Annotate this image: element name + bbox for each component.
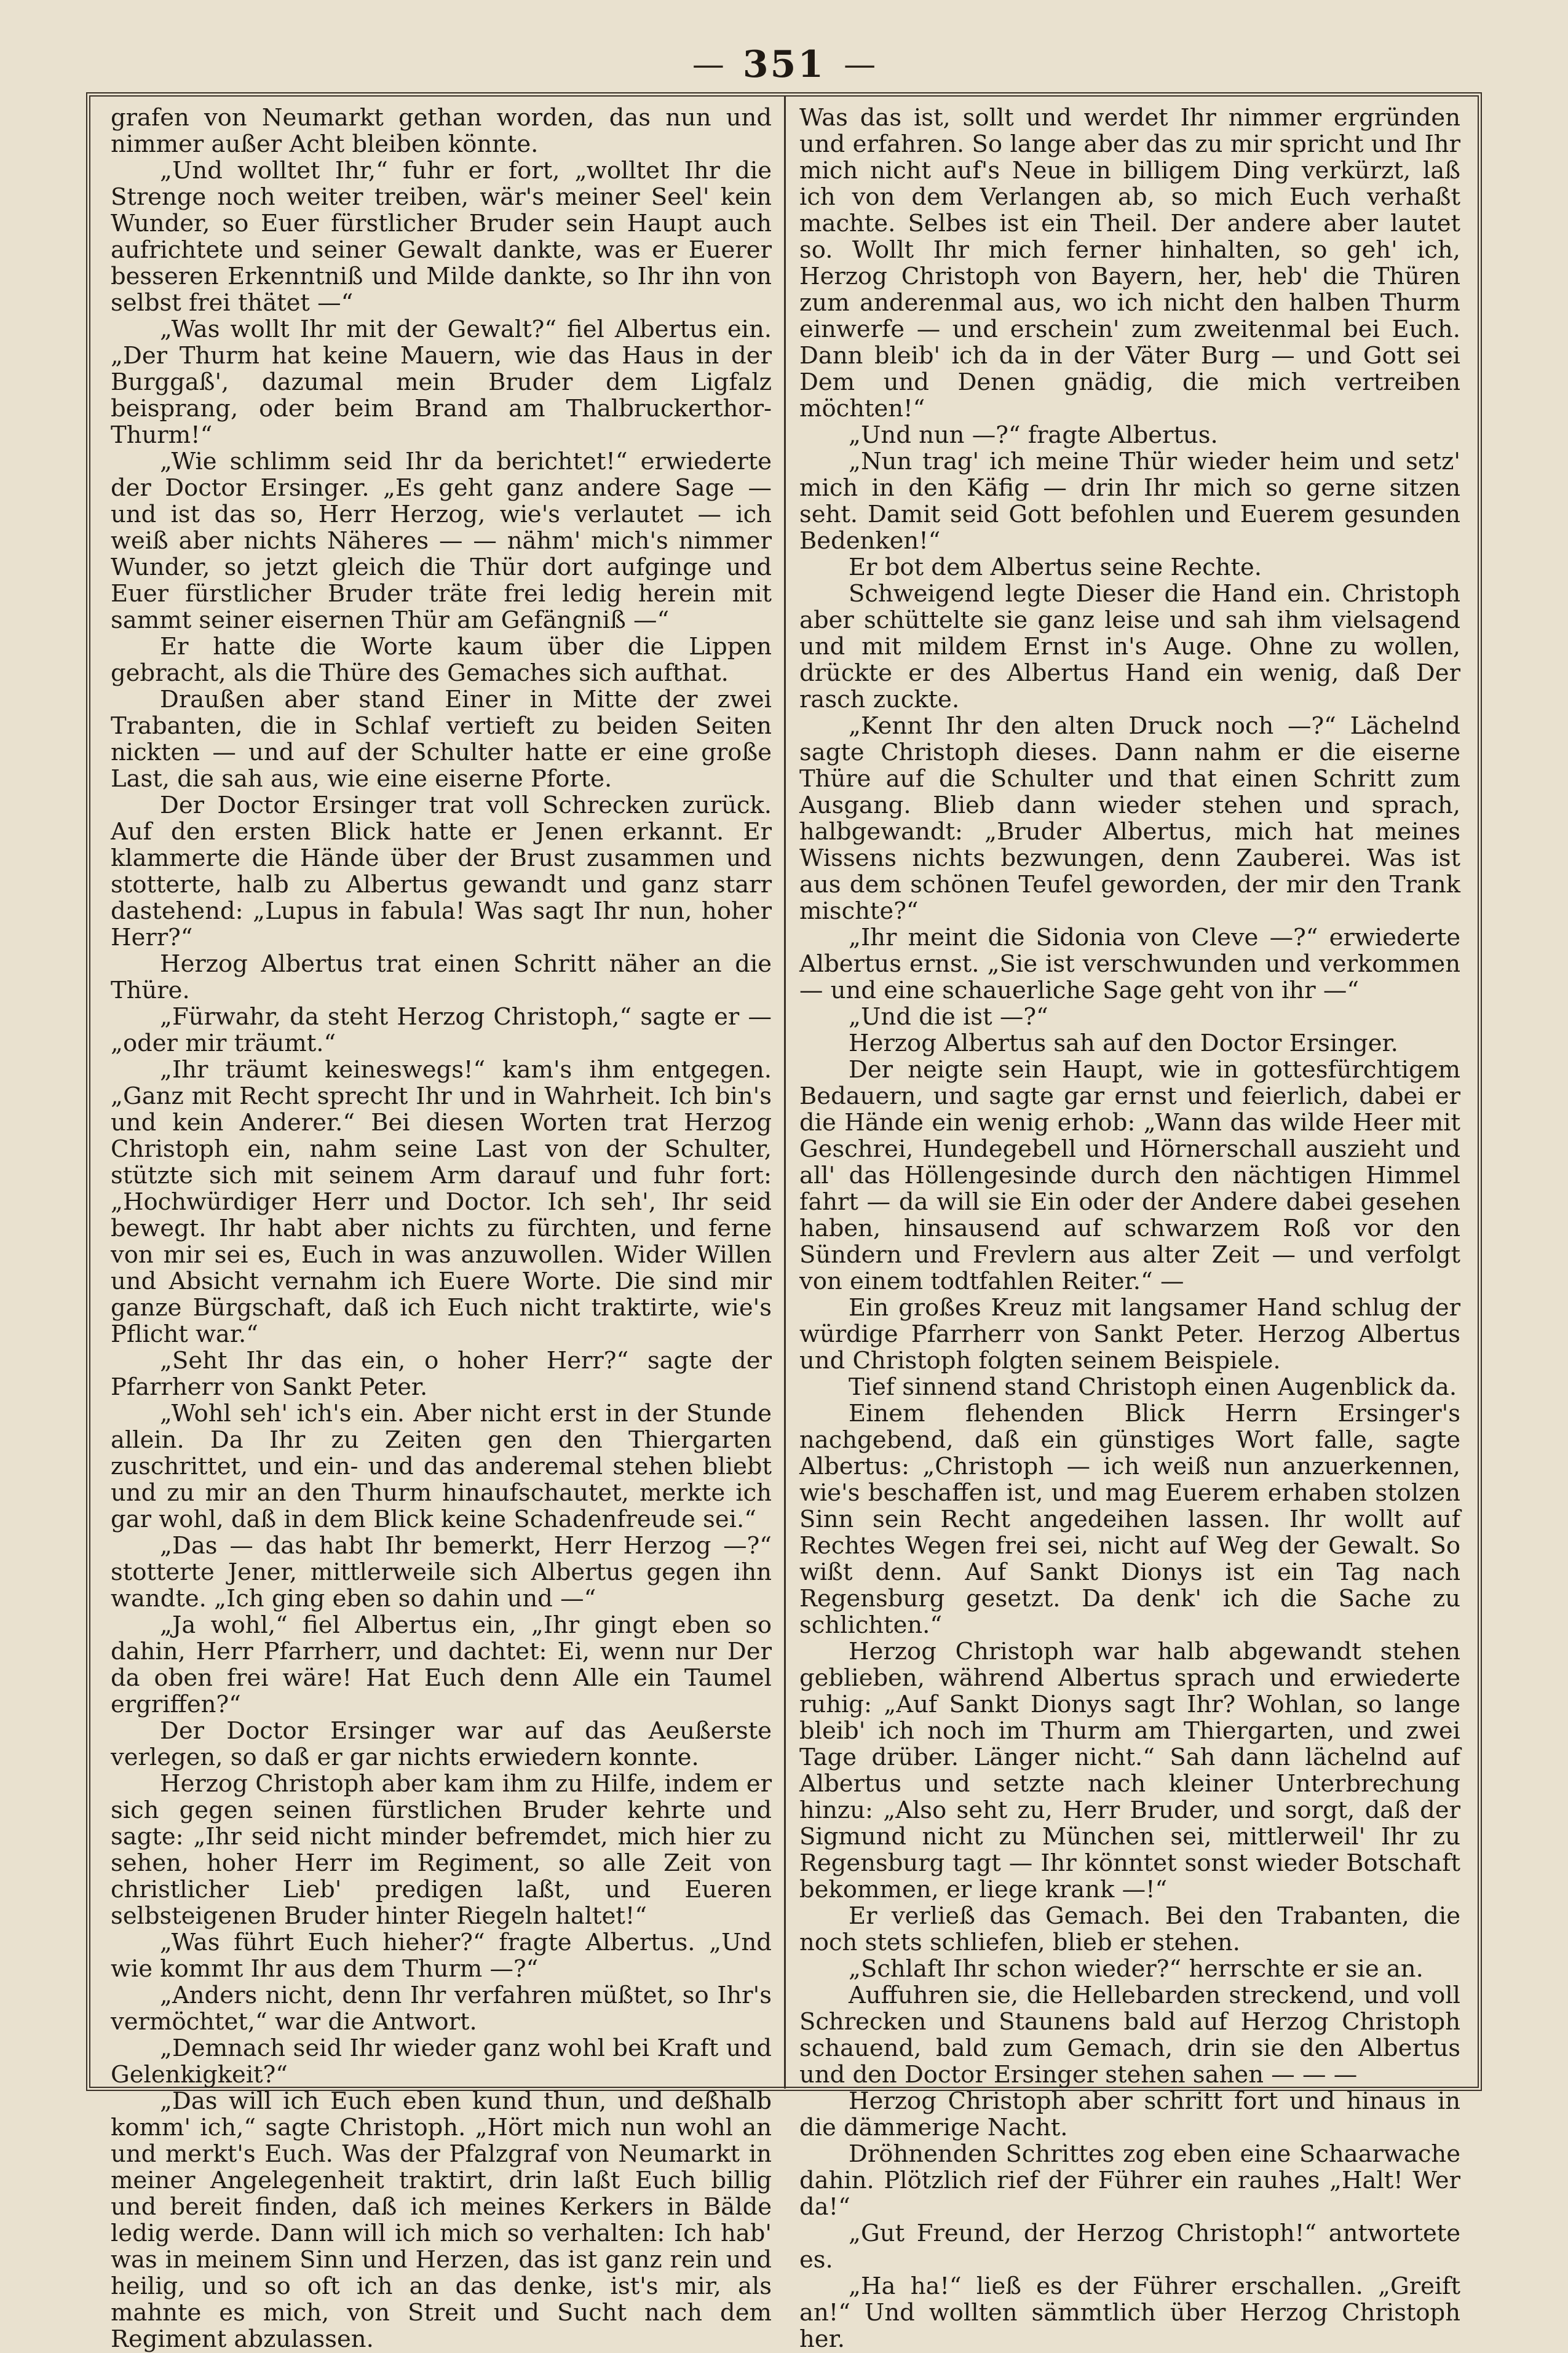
paragraph: Was das ist, sollt und werdet Ihr nimmer ergründen und erfahren. So lange aber das zu mir spricht und Ihr mich nicht auf's Neue in billigem Ding verkürzt, laß ich von dem Verlangen ab, so mich Euch verhaßt machte. Selbes ist ein Theil. Der andere aber lautet so. Wollt Ihr mich ferner hinhalten, so geh' ich, Herzog Christoph von Bayern, her, heb' die Thüren zum anderenmal aus, wo ich nicht den halben Thurm einwerfe — und erschein' zum zweitenmal bei Euch. Dann bleib' ich da in der Väter Burg — und Gott sei Dem und Denen gnädig, die mich vertreiben möchten!“ [799,104,1460,423]
page-header [0,37,1568,92]
paragraph: Dröhnenden Schrittes zog eben eine Schaarwache dahin. Plötzlich rief der Führer ein rauhes „Halt! Wer da!“ [799,2140,1460,2221]
paragraph: Herzog Christoph aber schritt fort und hinaus in die dämmerige Nacht. [799,2087,1460,2141]
paragraph: „Wie schlimm seid Ihr da berichtet!“ erwiederte der Doctor Ersinger. „Es geht ganz andere Sage — und ist das so, Herr Herzog, wie's verlautet — ich weiß aber nichts Näheres — — nähm' mich's nimmer Wunder, so jetzt gleich die Thür dort aufginge und Euer fürstlicher Bruder träte frei ledig herein mit sammt seiner eisernen Thür am Gefängniß —“ [111,448,772,634]
paragraph: „Ihr träumt keineswegs!“ kam's ihm entgegen. „Ganz mit Recht sprecht Ihr und in Wahrheit. Ich bin's und kein Anderer.“ Bei diesen Worten trat Herzog Christoph ein, nahm seine Last von der Schulter, stützte sich mit seinem Arm darauf und fuhr fort: „Hochwürdiger Herr und Doctor. Ich seh', Ihr seid bewegt. Ihr habt aber nichts zu fürchten, und ferne von mir sei es, Euch in was anzuwollen. Wider Willen und Absicht vernahm ich Euere Worte. Die sind mir ganze Bürgschaft, daß ich Euch nicht traktirte, wie's Pflicht war.“ [111,1056,772,1348]
paragraph: „Gut Freund, der Herzog Christoph!“ antwortete es. [799,2220,1460,2274]
paragraph: „Das will ich Euch eben kund thun, und deßhalb komm' ich,“ sagte Christoph. „Hört mich nun wohl an und merkt's Euch. Was der Pfalzgraf von Neumarkt in meiner Angelegenheit traktirt, drin laßt Euch billig und bereit finden, daß ich meines Kerkers in Bälde ledig werde. Dann will ich mich so verhalten: Ich hab' was in meinem Sinn und Herzen, das ist ganz rein und heilig, und so oft ich an das denke, ist's mir, als mahnte es mich, von Streit und Sucht nach dem Regiment abzulassen. [111,2087,772,2353]
left-column [111,104,772,2353]
paragraph: Draußen aber stand Einer in Mitte der zwei Trabanten, die in Schlaf vertieft zu beiden Seiten nickten — und auf der Schulter hatte er eine große Last, die sah aus, wie eine eiserne Pforte. [111,686,772,793]
paragraph: Auffuhren sie, die Hellebarden streckend, und voll Schrecken und Staunens bald auf Herzog Christoph schauend, bald zum Gemach, drin sie den Albertus und den Doctor Ersinger stehen sahen — — — [799,1982,1460,2089]
paragraph: „Ihr meint die Sidonia von Cleve —?“ erwiederte Albertus ernst. „Sie ist verschwunden und verkommen — und eine schauerliche Sage geht von ihr —“ [799,924,1460,1004]
paragraph: Herzog Christoph war halb abgewandt stehen geblieben, während Albertus sprach und erwiederte ruhig: „Auf Sankt Dionys sagt Ihr? Wohlan, so lange bleib' ich noch im Thurm am Thiergarten, und zwei Tage drüber. Länger nicht.“ Sah dann lächelnd auf Albertus und setzte nach kleiner Unterbrechung hinzu: „Also seht zu, Herr Bruder, und sorgt, daß der Sigmund nicht zu München sei, mittlerweil' Ihr zu Regensburg tagt — Ihr könntet sonst wieder Botschaft bekommen, er liege krank —!“ [799,1638,1460,1903]
paragraph: Tief sinnend stand Christoph einen Augenblick da. [849,1373,1457,1401]
paragraph: Der Doctor Ersinger war auf das Aeußerste verlegen, so daß er gar nichts erwiedern konnte. [111,1717,772,1771]
column-divider [784,96,786,2089]
paragraph: „Seht Ihr das ein, o hoher Herr?“ sagte der Pfarrherr von Sankt Peter. [111,1347,772,1401]
paragraph: Er bot dem Albertus seine Rechte. [849,554,1262,581]
paragraph: grafen von Neumarkt gethan worden, das nun und nimmer außer Acht bleiben könnte. [111,104,772,158]
paragraph: „Fürwahr, da steht Herzog Christoph,“ sagte er — „oder mir träumt.“ [111,1003,772,1057]
header-dash-left: — [692,46,724,83]
paragraph: „Anders nicht, denn Ihr verfahren müßtet, so Ihr's vermöchtet,“ war die Antwort. [111,1982,772,2036]
paragraph: „Und wolltet Ihr,“ fuhr er fort, „wolltet Ihr die Strenge noch weiter treiben, wär's meiner Seel' kein Wunder, so Euer fürstlicher Bruder sein Haupt auch aufrichtete und seiner Gewalt dankte, was er Euerer besseren Erkenntniß und Milde dankte, so Ihr ihn von selbst frei thätet —“ [111,157,772,317]
paragraph: Er verließ das Gemach. Bei den Trabanten, die noch stets schliefen, blieb er stehen. [799,1902,1460,1956]
paragraph: Einem flehenden Blick Herrn Ersinger's nachgebend, daß ein günstiges Wort falle, sagte Albertus: „Christoph — ich weiß nun anzuerkennen, wie's beschaffen ist, und mag Euerem erhaben stolzen Sinn sein Recht angedeihen lassen. Ihr wollt auf Rechtes Wegen frei sei, nicht auf Weg der Gewalt. So wißt denn. Auf Sankt Dionys ist ein Tag nach Regensburg gesetzt. Da denk' ich die Sache zu schlichten.“ [799,1400,1460,1639]
paragraph: „Was wollt Ihr mit der Gewalt?“ fiel Albertus ein. „Der Thurm hat keine Mauern, wie das Haus in der Burggaß', dazumal mein Bruder dem Ligfalz beisprang, oder beim Brand am Thalbruckerthor-Thurm!“ [111,315,772,449]
paragraph: „Wohl seh' ich's ein. Aber nicht erst in der Stunde allein. Da Ihr zu Zeiten gen den Thiergarten zuschrittet, und ein- und das anderemal stehen bliebt und zu mir an den Thurm hinaufschautet, merkte ich gar wohl, daß in dem Blick keine Schadenfreude sei.“ [111,1400,772,1533]
paragraph: Schweigend legte Dieser die Hand ein. Christoph aber schüttelte sie ganz leise und sah ihm vielsagend und mit mildem Ernst in's Auge. Ohne zu wollen, drückte er des Albertus Hand ein wenig, daß Der rasch zuckte. [799,580,1460,713]
right-column [799,104,1460,2353]
paragraph: „Und nun —?“ fragte Albertus. [849,421,1218,449]
page-number: 351 [742,43,826,86]
paragraph: „Das — das habt Ihr bemerkt, Herr Herzog —?“ stotterte Jener, mittlerweile sich Albertus gegen ihn wandte. „Ich ging eben so dahin und —“ [111,1532,772,1613]
paragraph: Herzog Christoph aber kam ihm zu Hilfe, indem er sich gegen seinen fürstlichen Bruder kehrte und sagte: „Ihr seid nicht minder befremdet, mich hier zu sehen, hoher Herr im Regiment, so alle Zeit von christlicher Lieb' predigen laßt, und Eueren selbsteigenen Bruder hinter Riegeln haltet!“ [111,1770,772,1930]
paragraph: Ein großes Kreuz mit langsamer Hand schlug der würdige Pfarrherr von Sankt Peter. Herzog Albertus und Christoph folgten seinem Beispiele. [799,1294,1460,1375]
paragraph: Der neigte sein Haupt, wie in gottesfürchtigem Bedauern, und sagte gar ernst und feierlich, dabei er die Hände ein wenig erhob: „Wann das wilde Heer mit Geschrei, Hundegebell und Hörnerschall auszieht und all' das Höllengesinde durch den nächtigen Himmel fahrt — da will sie Ein oder der Andere dabei gesehen haben, hinsausend auf schwarzem Roß vor den Sündern und Frevlern aus alter Zeit — und verfolgt von einem todtfahlen Reiter.“ — [799,1056,1460,1295]
paragraph: „Ja wohl,“ fiel Albertus ein, „Ihr gingt eben so dahin, Herr Pfarrherr, und dachtet: Ei, wenn nur Der da oben frei wäre! Hat Euch denn Alle ein Taumel ergriffen?“ [111,1611,772,1718]
paragraph: „Schlaft Ihr schon wieder?“ herrschte er sie an. [849,1955,1423,1983]
header-dash-right: — [844,46,876,83]
paragraph: „Was führt Euch hieher?“ fragte Albertus. „Und wie kommt Ihr aus dem Thurm —?“ [111,1929,772,1983]
paragraph: „Und die ist —?“ [849,1003,1048,1031]
paragraph: „Ha ha!“ ließ es der Führer erschallen. „Greift an!“ Und wollten sämmtlich über Herzog Christoph her. [799,2272,1460,2353]
paragraph: Herzog Albertus sah auf den Doctor Ersinger. [849,1030,1398,1057]
paragraph: Herzog Albertus trat einen Schritt näher an die Thüre. [111,950,772,1004]
paragraph: „Demnach seid Ihr wieder ganz wohl bei Kraft und Gelenkigkeit?“ [111,2034,772,2089]
paragraph: „Kennt Ihr den alten Druck noch —?“ Lächelnd sagte Christoph dieses. Dann nahm er die eiserne Thüre auf die Schulter und that einen Schritt zum Ausgang. Blieb dann wieder stehen und sprach, halbgewandt: „Bruder Albertus, mich hat meines Wissens nichts bezwungen, denn Zauberei. Was ist aus dem schönen Teufel geworden, der mir den Trank mischte?“ [799,712,1460,925]
paragraph: „Nun trag' ich meine Thür wieder heim und setz' mich in den Käfig — drin Ihr mich so gerne sitzen seht. Damit seid Gott befohlen und Euerem gesunden Bedenken!“ [799,448,1460,555]
paragraph: Er hatte die Worte kaum über die Lippen gebracht, als die Thüre des Gemaches sich aufthat. [111,633,772,687]
paragraph: Der Doctor Ersinger trat voll Schrecken zurück. Auf den ersten Blick hatte er Jenen erkannt. Er klammerte die Hände über der Brust zusammen und stotterte, halb zu Albertus gewandt und ganz starr dastehend: „Lupus in fabula! Was sagt Ihr nun, hoher Herr?“ [111,792,772,951]
